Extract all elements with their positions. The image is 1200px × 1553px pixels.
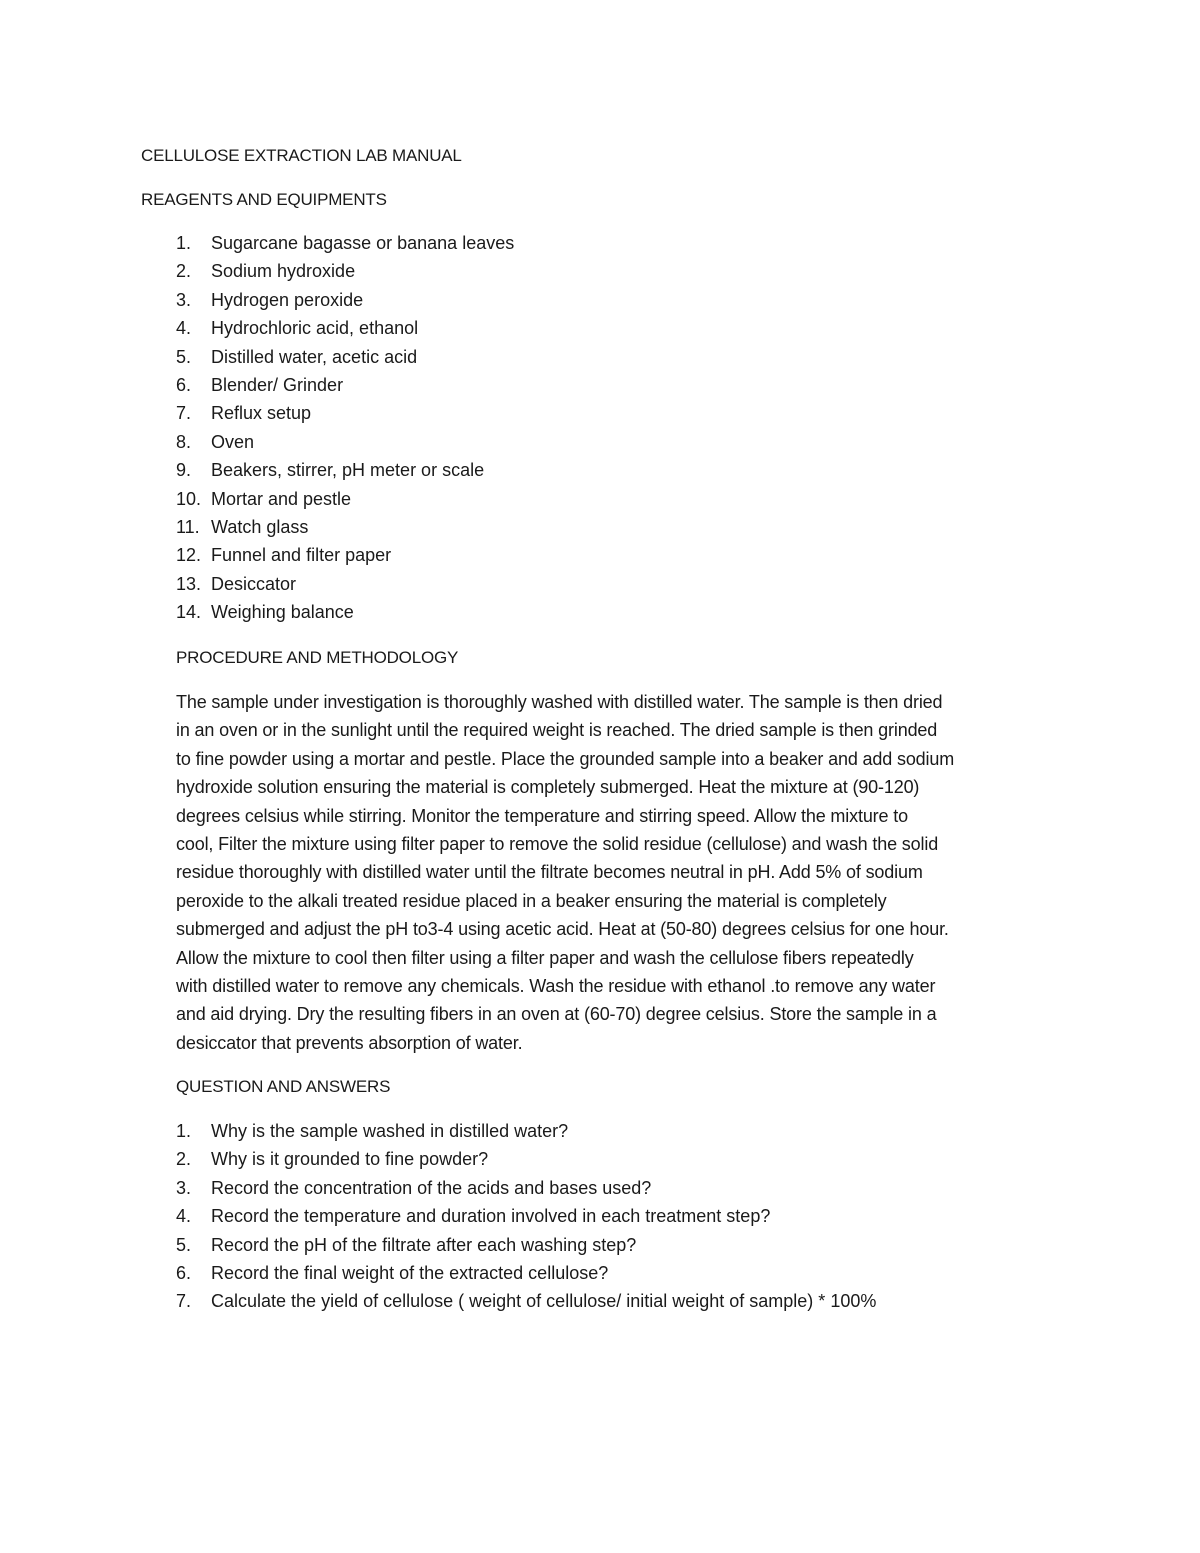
list-number: 13. bbox=[176, 573, 202, 594]
list-number: 6. bbox=[176, 374, 192, 395]
list-item bbox=[176, 314, 514, 342]
list-number: 1. bbox=[176, 1121, 192, 1141]
list-item bbox=[176, 1231, 876, 1259]
list-item-text: Mortar and pestle bbox=[211, 488, 352, 509]
procedure-paragraph bbox=[176, 688, 1056, 1057]
list-item-text: Calculate the yield of cellulose ( weight of cellulose/ initial weight of sample) * 100% bbox=[211, 1291, 877, 1312]
questions-list bbox=[176, 1117, 876, 1316]
list-number: 2. bbox=[176, 1149, 192, 1170]
list-item-text: Weighing balance bbox=[211, 602, 354, 623]
paragraph-line: with distilled water to remove any chemicals. Wash the residue with ethanol .to remove any water bbox=[176, 976, 936, 997]
procedure-heading: PROCEDURE AND METHODOLOGY bbox=[176, 648, 459, 667]
list-item-text: Record the temperature and duration involved in each treatment step? bbox=[211, 1206, 771, 1227]
list-item-text: Beakers, stirrer, pH meter or scale bbox=[211, 460, 485, 481]
list-item-text: Sugarcane bagasse or banana leaves bbox=[211, 233, 515, 253]
list-item bbox=[176, 1202, 876, 1230]
list-item-text: Blender/ Grinder bbox=[211, 374, 344, 395]
list-item bbox=[176, 1287, 876, 1315]
reagents-heading: REAGENTS AND EQUIPMENTS bbox=[141, 190, 387, 209]
list-item bbox=[176, 1259, 876, 1287]
list-number: 2. bbox=[176, 261, 192, 282]
paragraph-line: in an oven or in the sunlight until the required weight is reached. The dried sample is then grinded bbox=[176, 720, 938, 741]
list-number: 5. bbox=[176, 1234, 192, 1255]
list-item bbox=[176, 286, 514, 314]
list-number: 6. bbox=[176, 1262, 192, 1283]
list-item-text: Record the final weight of the extracted cellulose? bbox=[211, 1262, 609, 1283]
list-item-text: Why is the sample washed in distilled water? bbox=[211, 1121, 569, 1141]
list-item bbox=[176, 1174, 876, 1202]
reagents-list bbox=[176, 229, 514, 626]
list-item-text: Reflux setup bbox=[211, 403, 312, 424]
list-item-text: Desiccator bbox=[211, 573, 297, 594]
list-item-text: Record the pH of the filtrate after each washing step? bbox=[211, 1234, 637, 1255]
list-number: 4. bbox=[176, 318, 192, 339]
paragraph-line: The sample under investigation is thoroughly washed with distilled water. The sample is then dried bbox=[176, 692, 943, 712]
paragraph-line: Allow the mixture to cool then filter using a filter paper and wash the cellulose fibers repeatedly bbox=[176, 947, 914, 968]
list-number: 5. bbox=[176, 346, 192, 367]
paragraph-line: degrees celsius while stirring. Monitor the temperature and stirring speed. Allow the mixture to bbox=[176, 805, 908, 826]
list-number: 10. bbox=[176, 488, 202, 509]
list-number: 7. bbox=[176, 403, 192, 424]
paragraph-line: residue thoroughly with distilled water until the filtrate becomes neutral in pH. Add 5% of sodium bbox=[176, 862, 923, 883]
paragraph-line: submerged and adjust the pH to3-4 using acetic acid. Heat at (50-80) degrees celsius for one hour. bbox=[176, 919, 949, 940]
list-number: 12. bbox=[176, 545, 202, 566]
paragraph-line: hydroxide solution ensuring the material is completely submerged. Heat the mixture at (90-120) bbox=[176, 777, 920, 798]
paragraph-line: and aid drying. Dry the resulting fibers in an oven at (60-70) degree celsius. Store the sample in a bbox=[176, 1004, 937, 1025]
list-item bbox=[176, 428, 514, 456]
list-item bbox=[176, 343, 514, 371]
list-number: 7. bbox=[176, 1291, 192, 1312]
list-item-text: Hydrogen peroxide bbox=[211, 289, 364, 310]
list-item bbox=[176, 456, 514, 484]
paragraph-line: to fine powder using a mortar and pestle. Place the grounded sample into a beaker and add sodium bbox=[176, 748, 955, 769]
list-item bbox=[176, 229, 514, 257]
paragraph-line: cool, Filter the mixture using filter paper to remove the solid residue (cellulose) and wash the solid bbox=[176, 834, 939, 855]
list-number: 14. bbox=[176, 602, 202, 623]
list-item-text: Why is it grounded to fine powder? bbox=[211, 1149, 489, 1170]
paragraph-line: desiccator that prevents absorption of water. bbox=[176, 1032, 523, 1053]
list-number: 3. bbox=[176, 1177, 192, 1198]
list-item bbox=[176, 570, 514, 598]
list-item-text: Sodium hydroxide bbox=[211, 261, 356, 282]
questions-heading: QUESTION AND ANSWERS bbox=[176, 1077, 391, 1096]
list-item-text: Record the concentration of the acids and bases used? bbox=[211, 1177, 652, 1198]
list-item-text: Watch glass bbox=[211, 516, 309, 537]
list-number: 1. bbox=[176, 233, 192, 253]
document-title: CELLULOSE EXTRACTION LAB MANUAL bbox=[141, 146, 462, 165]
list-item-text: Oven bbox=[211, 431, 255, 452]
list-number: 8. bbox=[176, 431, 192, 452]
list-item bbox=[176, 598, 514, 626]
list-item bbox=[176, 541, 514, 569]
list-item bbox=[176, 485, 514, 513]
list-item bbox=[176, 1145, 876, 1173]
list-item-text: Hydrochloric acid, ethanol bbox=[211, 318, 419, 339]
list-number: 3. bbox=[176, 289, 192, 310]
list-number: 9. bbox=[176, 460, 192, 481]
list-number: 11. bbox=[176, 516, 200, 537]
list-item-text: Funnel and filter paper bbox=[211, 545, 392, 566]
list-item bbox=[176, 1117, 876, 1145]
list-item bbox=[176, 399, 514, 427]
list-item bbox=[176, 257, 514, 285]
list-item bbox=[176, 513, 514, 541]
list-number: 4. bbox=[176, 1206, 192, 1227]
list-item-text: Distilled water, acetic acid bbox=[211, 346, 418, 367]
paragraph-line: peroxide to the alkali treated residue placed in a beaker ensuring the material is completely bbox=[176, 890, 887, 911]
list-item bbox=[176, 371, 514, 399]
